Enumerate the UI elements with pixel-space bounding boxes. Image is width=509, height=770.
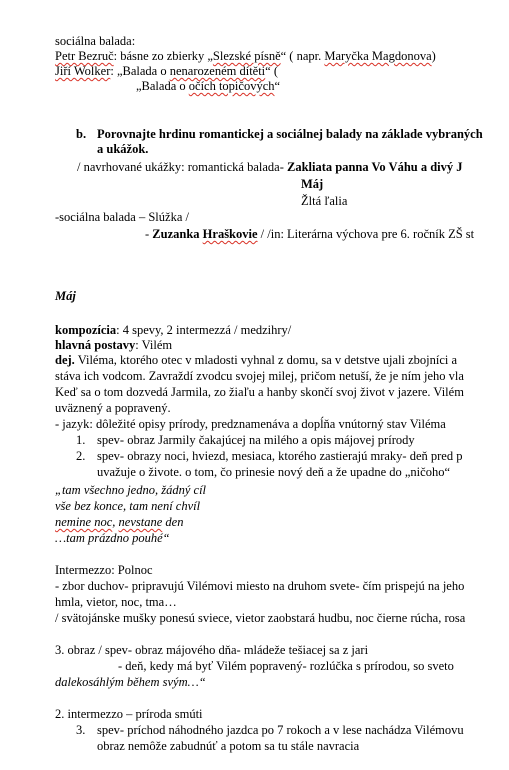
wolker-title2-start: „Balada o	[136, 79, 189, 93]
quote-line-1: „tam všechno jedno, žádný cíl	[55, 483, 207, 497]
bezruc-paren-start: “ ( napr.	[280, 49, 322, 63]
intermezzo1-line-2: hmla, vietor, noc, tma…	[55, 595, 177, 609]
plot-line-2: stáva ich vodcom. Zavraždí zvodcu svojej milej, pričom netuší, že je ním jeho vla	[55, 369, 464, 383]
task-b-label: b.	[76, 127, 87, 141]
wolker-author: Jiří Wolker	[55, 64, 111, 78]
wolker-title1-end: “ (	[265, 64, 279, 78]
zuzanka-dash: -	[145, 227, 153, 241]
task-b-text-2: a ukážok.	[97, 142, 149, 156]
wolker-title2-word: očích topičových	[188, 79, 275, 93]
obraz3-line-2: - deň, kedy má byť Vilém popravený- rozlúčka s prírodou, so sveto	[118, 659, 454, 673]
plot-text-1: Viléma, ktorého otec v mladosti vyhnal z domu, sa v detstve ujali zbojníci a	[74, 353, 458, 367]
item3-line-1: spev- príchod náhodného jazdca po 7 rokoch a v lese nachádza Vilémovu	[97, 723, 464, 737]
intermezzo2-title: 2. intermezzo – príroda smúti	[55, 707, 203, 721]
zlta-lalia-sample: Žltá ľalia	[301, 194, 348, 208]
quote-line-3	[55, 515, 183, 530]
obraz3-quote: dalekosáhlým během svým…“	[55, 675, 206, 689]
bezruc-example: Maryčka Magdonova	[324, 49, 432, 63]
intermezzo1-title: Intermezzo: Polnoc	[55, 563, 153, 577]
quote-nevstane: nevstane	[118, 515, 163, 529]
zuzanka-line	[145, 227, 474, 242]
wolker-mid: : „Balada o	[110, 64, 170, 78]
social-sample-line: -sociálna balada – Slúžka /	[55, 210, 189, 224]
bezruc-line	[55, 49, 436, 64]
spev2-line-2: uvažuje o živote. o tom, čo prinesie nový deň a že upadne do „ničoho“	[97, 465, 451, 479]
plot-line-3: Keď sa o tom dozvedá Jarmila, zo žiaľu a hanby skončí svoj život v jazere. Vilém	[55, 385, 464, 399]
suggested-bold: Zakliata panna Vo Váhu a divý J	[286, 160, 463, 174]
social-ballad-heading: sociálna balada:	[55, 34, 136, 48]
bezruc-mid: : básne zo zbierky „	[113, 49, 213, 63]
main-chars-label: hlavná postavy	[55, 338, 136, 352]
quote-line-2: vše bez konce, tam není chvíl	[55, 499, 201, 513]
plot-label: dej.	[55, 353, 75, 367]
bezruc-collection: Slezské písně	[212, 49, 281, 63]
composition-text: : 4 spevy, 2 intermezzá / medzihry/	[116, 323, 292, 337]
composition-label: kompozícia	[55, 323, 117, 337]
suggested-line	[77, 160, 463, 175]
spev2-line-1: spev- obrazy noci, hviezd, mesiaca, ktorého zastierajú mraky- deň pred p	[97, 449, 463, 463]
zuzanka-a: Zuzanka	[152, 227, 203, 241]
bezruc-author: Petr Bezruč	[55, 49, 114, 63]
plot-line-4: uväznený a popravený.	[55, 401, 171, 415]
main-chars-text: : Vilém	[135, 338, 173, 352]
intermezzo1-line-3: / svätojánske mušky ponesú sviece, vietor zaobstará hudbu, noc čierne rúcha, rosa	[55, 611, 466, 625]
quote-comma: ,	[112, 515, 119, 529]
wolker-title2-line	[136, 79, 280, 94]
suggested-prefix: / navrhované ukážky: romantická balada-	[77, 160, 287, 174]
maj-sample: Máj	[301, 177, 324, 191]
quote-den: den	[162, 515, 184, 529]
item3-num: 3.	[76, 723, 86, 737]
spev1-num: 1.	[76, 433, 86, 447]
zuzanka-suffix: / /in: Literárna výchova pre 6. ročník ZŠ st	[257, 227, 475, 241]
task-b-text-1: Porovnajte hrdinu romantickej a sociálnej balady na základe vybraných	[97, 127, 483, 141]
plot-line-1	[55, 353, 457, 368]
main-chars-line	[55, 338, 172, 353]
wolker-title2-end: “	[274, 79, 281, 93]
intermezzo1-line-1: - zbor duchov- pripravujú Vilémovi miesto na druhom svete- čím prispejú na jeho	[55, 579, 465, 593]
wolker-title1-word: nenarozeném dítěti	[169, 64, 266, 78]
wolker-line	[55, 64, 278, 79]
composition-line	[55, 323, 291, 338]
bezruc-paren-end: )	[431, 49, 436, 63]
obraz3-line-1: 3. obraz / spev- obraz májového dňa- mládeže tešiacej sa z jari	[55, 643, 369, 657]
spev1-text: spev- obraz Jarmily čakajúcej na milého a opis májovej prírody	[97, 433, 415, 447]
quote-nemine: nemine noc	[55, 515, 113, 529]
item3-line-2: obraz nemôže zabudnúť a potom sa tu stále navracia	[97, 739, 360, 753]
zuzanka-b: Hraškovie	[202, 227, 258, 241]
maj-title: Máj	[55, 289, 76, 303]
spev2-num: 2.	[76, 449, 86, 463]
language-line: - jazyk: dôležité opisy prírody, predznamenáva a dopĺňa vnútorný stav Viléma	[55, 417, 446, 431]
quote-line-4: …tam prázdno pouhé“	[55, 531, 170, 545]
